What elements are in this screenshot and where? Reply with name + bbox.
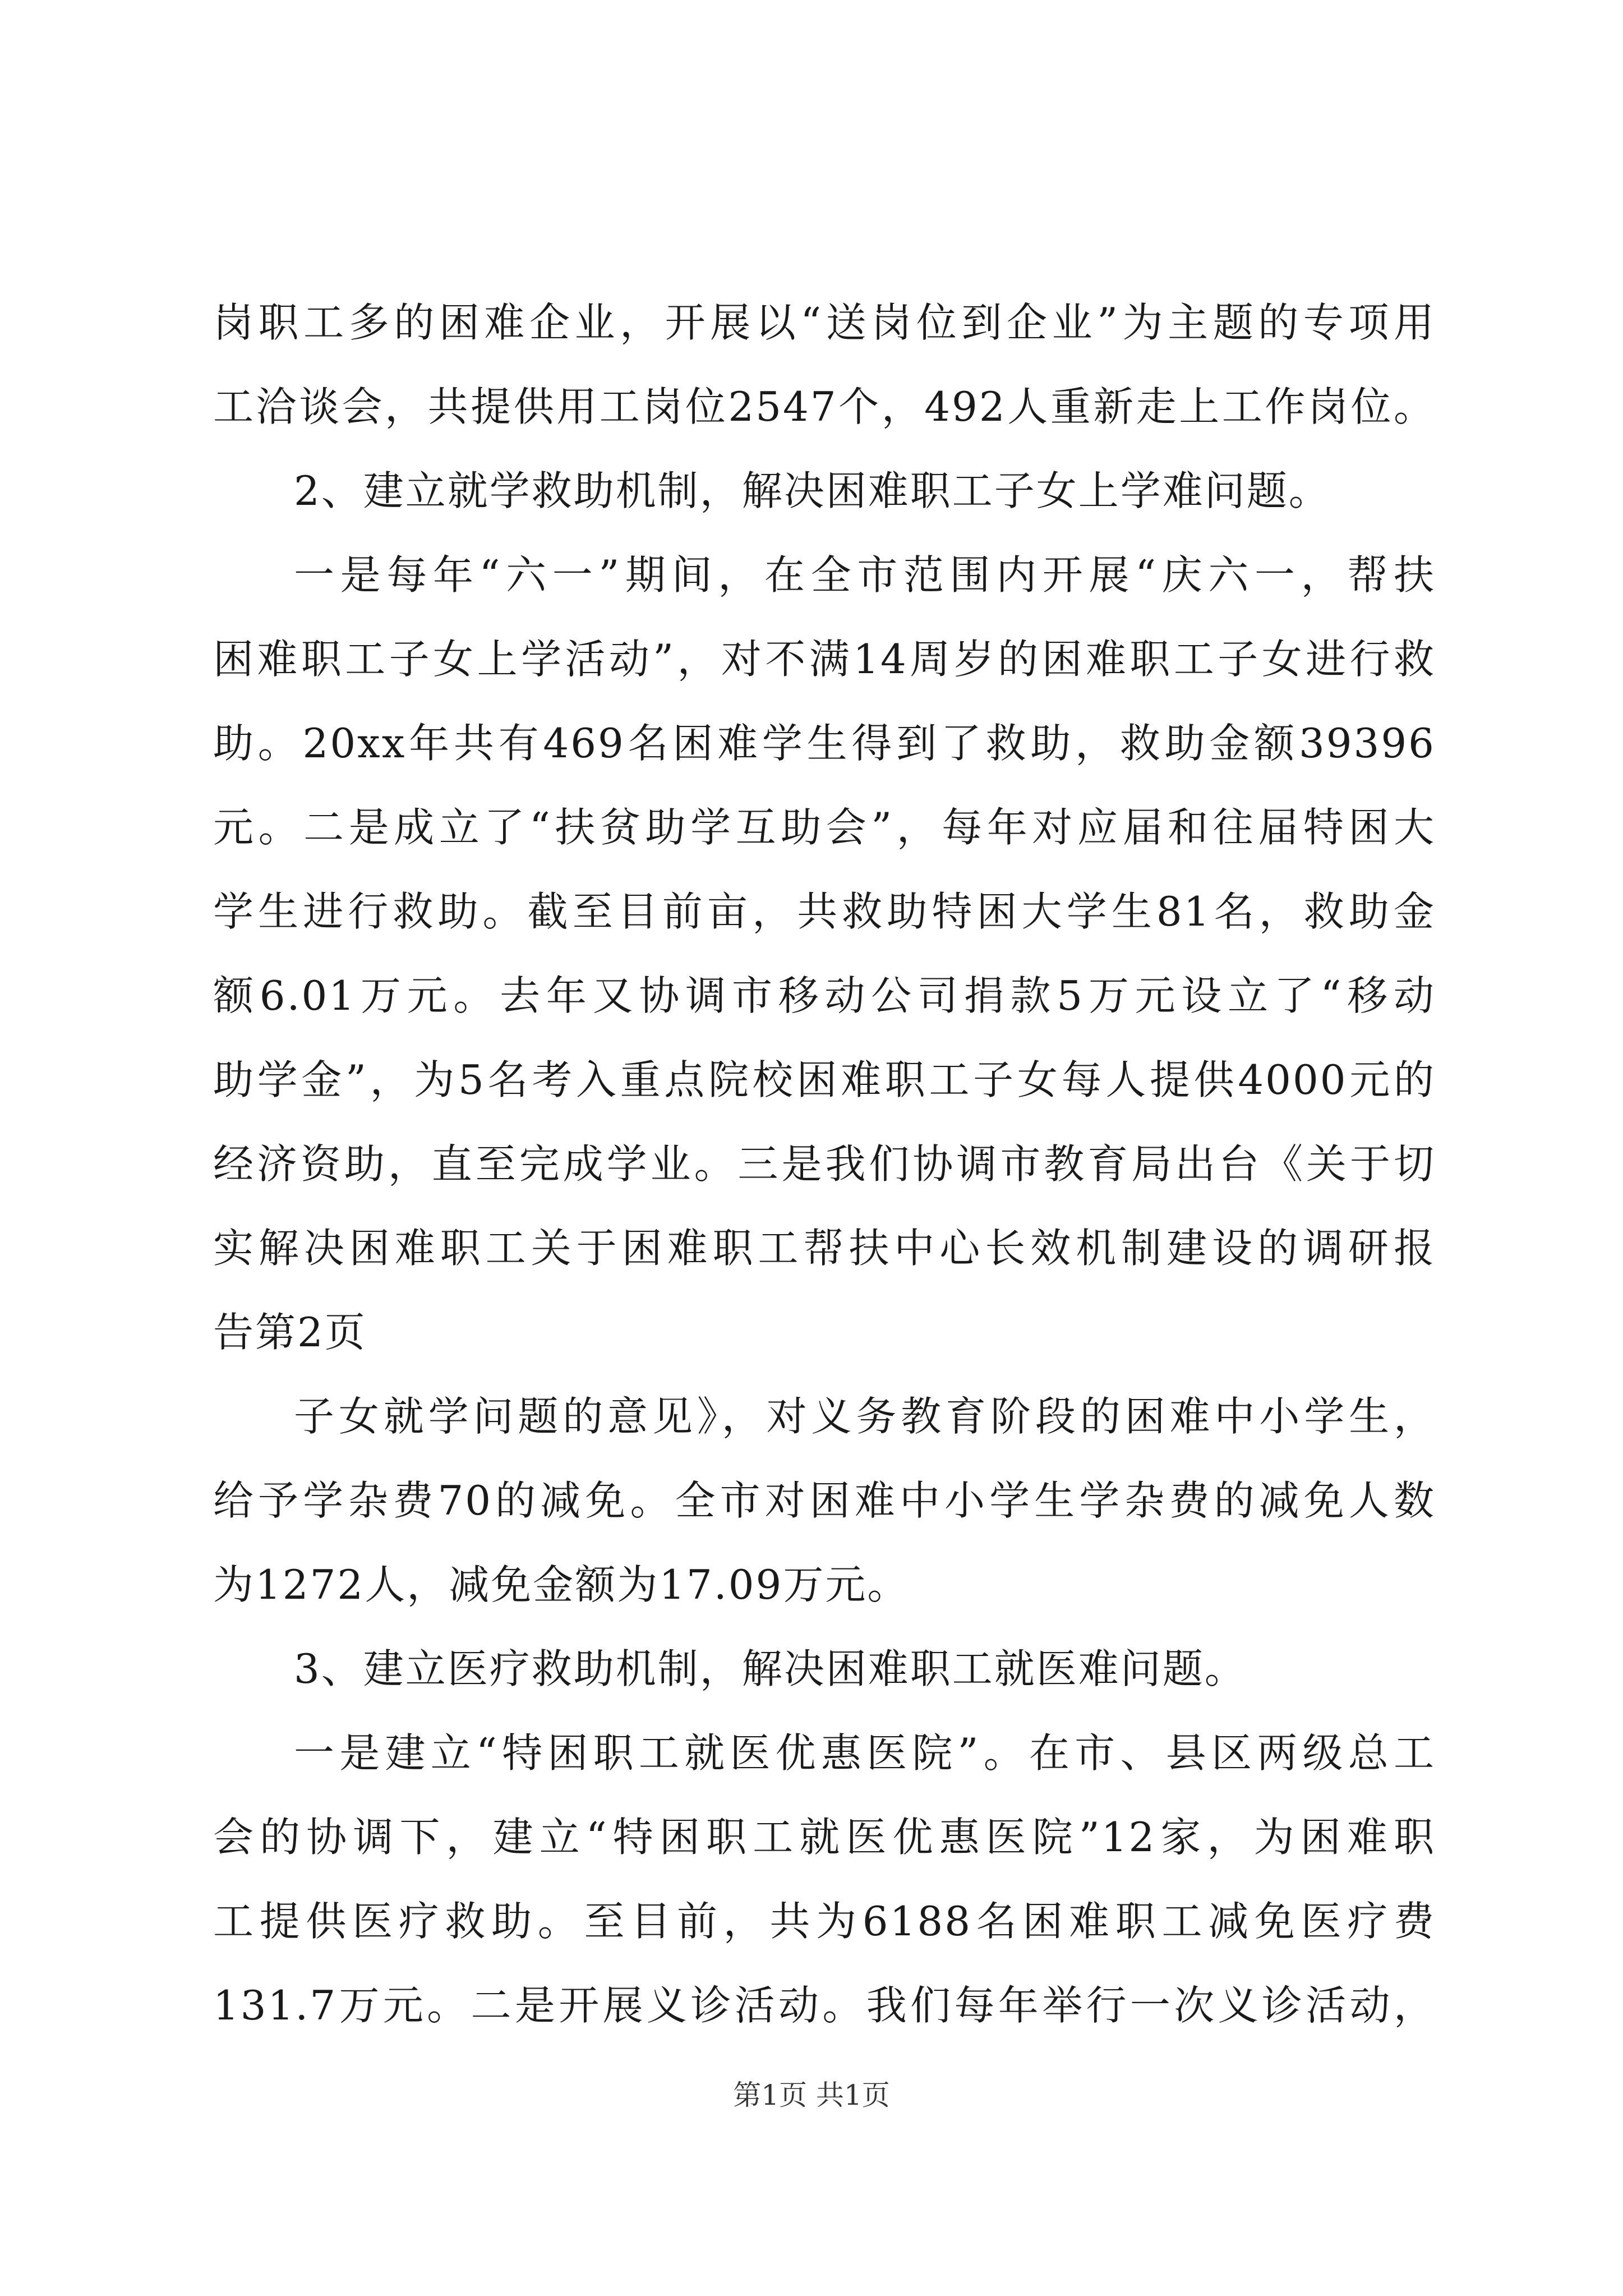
text-line: 元。二是成立了“扶贫助学互助会”，每年对应届和往届特困大 [213, 804, 1436, 851]
text-line: 会的协调下，建立“特困职工就医优惠医院”12家，为困难职 [213, 1814, 1436, 1861]
text-line: 工洽谈会，共提供用工岗位2547个，492人重新走上工作岗位。 [213, 383, 1436, 430]
text-line: 一是建立“特困职工就医优惠医院”。在市、县区两级总工 [294, 1729, 1436, 1777]
text-line: 子女就学问题的意见》，对义务教育阶段的困难中小学生， [294, 1393, 1436, 1440]
text-line: 为1272人，减免金额为17.09万元。 [213, 1561, 910, 1608]
text-line: 工提供医疗救助。至目前，共为6188名困难职工减免医疗费 [213, 1898, 1436, 1945]
text-line: 一是每年“六一”期间，在全市范围内开展“庆六一，帮扶 [294, 551, 1436, 599]
text-line: 助。20xx年共有469名困难学生得到了救助，救助金额39396 [213, 720, 1436, 767]
text-line: 岗职工多的困难企业，开展以“送岗位到企业”为主题的专项用 [213, 299, 1436, 346]
text-line: 告第2页 [213, 1309, 367, 1356]
text-line: 困难职工子女上学活动”，对不满14周岁的困难职工子女进行救 [213, 636, 1436, 683]
text-line: 学生进行救助。截至目前亩，共救助特困大学生81名，救助金 [213, 888, 1436, 935]
text-line: 给予学杂费70的减免。全市对困难中小学生学杂费的减免人数 [213, 1477, 1436, 1524]
text-line: 131.7万元。二是开展义诊活动。我们每年举行一次义诊活动， [213, 1982, 1436, 2029]
text-line: 助学金”，为5名考入重点院校困难职工子女每人提供4000元的 [213, 1056, 1436, 1103]
text-line: 实解决困难职工关于困难职工帮扶中心长效机制建设的调研报 [213, 1225, 1436, 1272]
text-line: 额6.01万元。去年又协调市移动公司捐款5万元设立了“移动 [213, 972, 1436, 1019]
text-line: 经济资助，直至完成学业。三是我们协调市教育局出台《关于切 [213, 1140, 1436, 1188]
document-body [213, 280, 1436, 2047]
page-footer: 第1页 共1页 [733, 2079, 890, 2111]
section-heading: 2、建立就学救助机制，解决困难职工子女上学难问题。 [294, 467, 1331, 514]
section-heading: 3、建立医疗救助机制，解决困难职工就医难问题。 [294, 1645, 1247, 1692]
